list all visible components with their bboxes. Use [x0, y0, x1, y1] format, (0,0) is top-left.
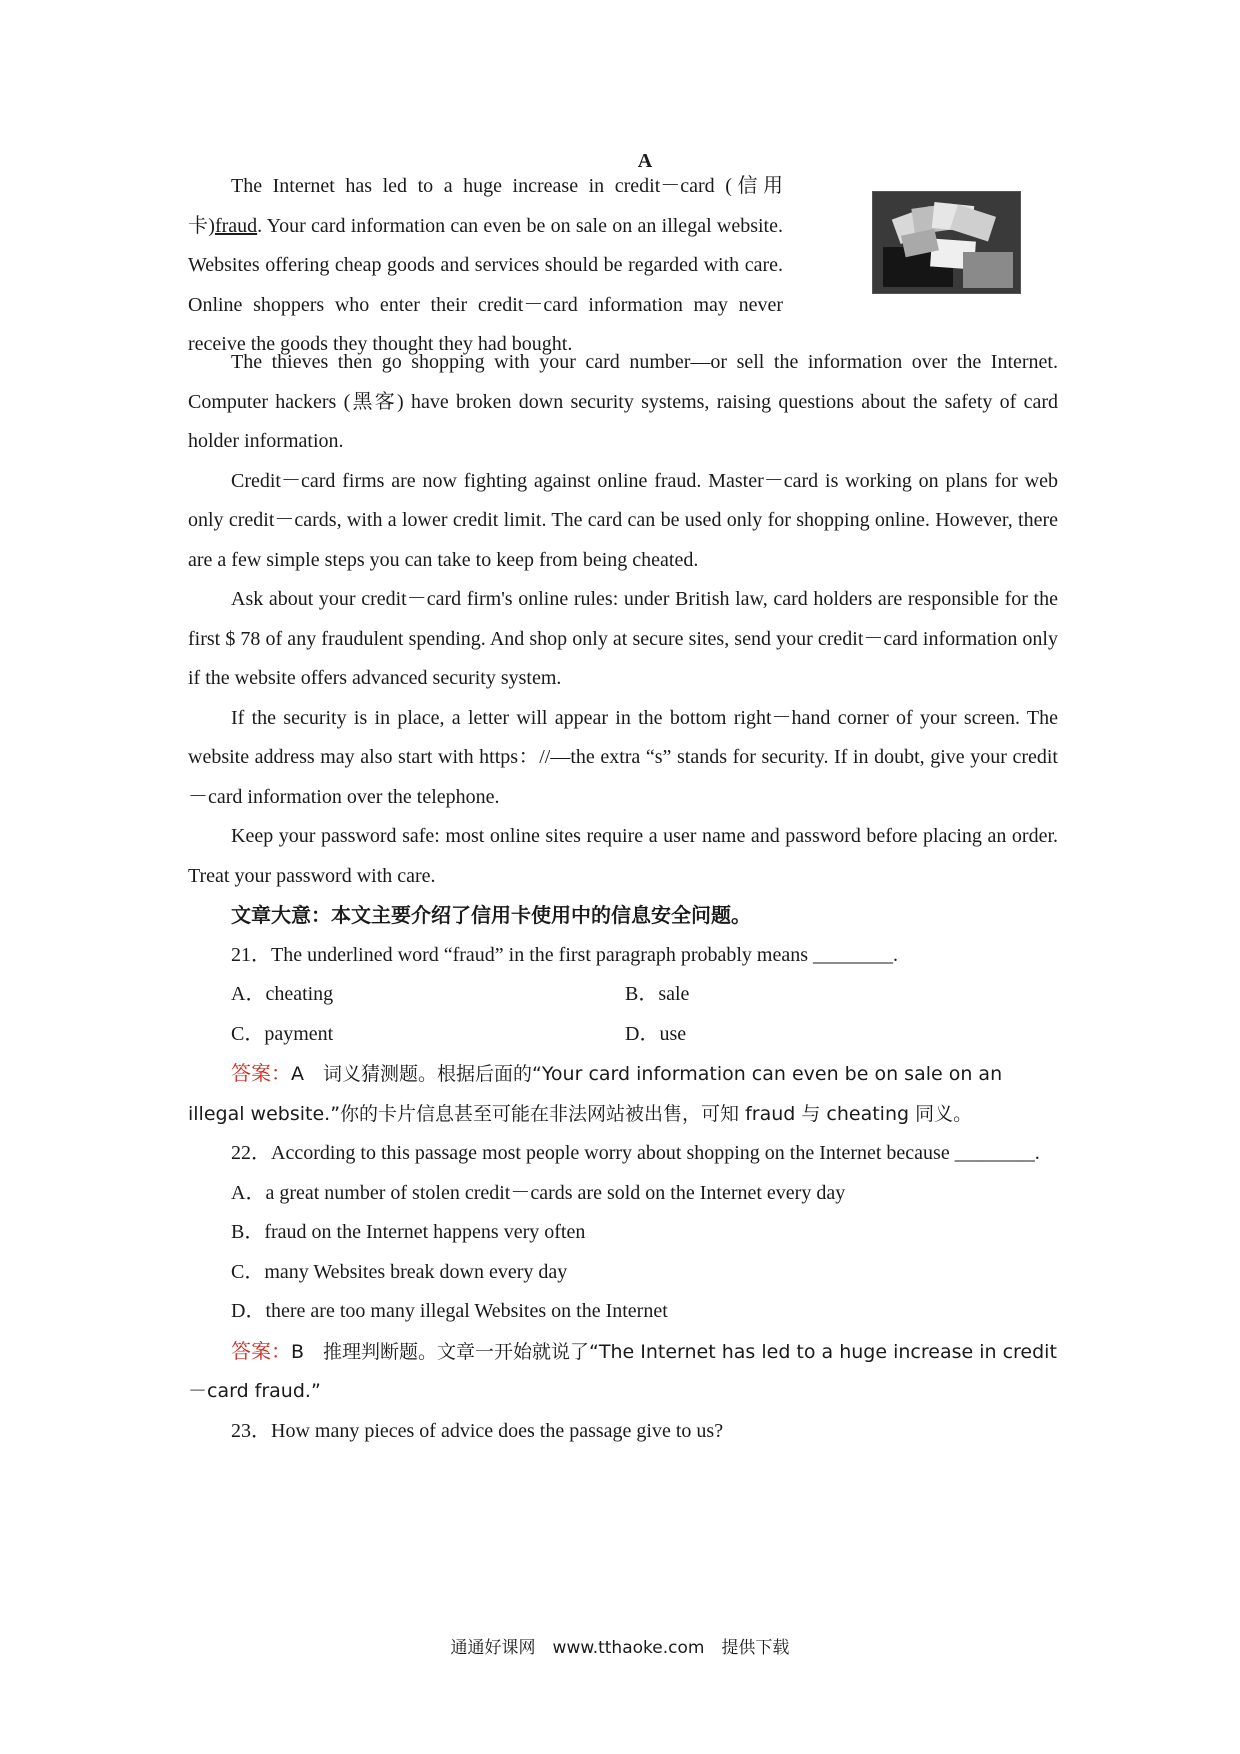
paragraph-6: Keep your password safe: most online sites require a user name and password before placing an order. Treat your password with care. — [188, 825, 1058, 887]
paragraph-1-end: . Your card information can even be on sale on an illegal website. Websites offering cheap goods and services should be regarded with care. Online shoppers who enter their credit－card information may never receive the goods they thought they had bought. — [188, 214, 783, 355]
question-22 — [188, 1134, 1058, 1412]
answer-label: 答案： — [231, 1338, 291, 1363]
page-footer: 通通好课网 www.tthaoke.com 提供下载 — [450, 1638, 790, 1658]
option-a: A．a great number of stolen credit－cards are sold on the Internet every day — [231, 1181, 846, 1204]
section-title: A — [637, 150, 653, 172]
underlined-word-fraud: fraud — [214, 214, 258, 237]
question-23 — [188, 1412, 1058, 1452]
answer-text: B 推理判断题。文章一开始就说了“The Internet has led to a huge increase in credit－card fraud.” — [188, 1340, 1057, 1402]
paragraph-5: If the security is in place, a letter will appear in the bottom right－hand corner of your screen. The website address may also start with https：//—the extra “s” stands for security. If in doubt, give your credit－card information over the telephone. — [188, 706, 1058, 808]
question-21 — [188, 936, 1058, 1135]
answer-explanation — [188, 1054, 1058, 1134]
answer-label: 答案： — [231, 1061, 291, 1085]
question-stem: 23．How many pieces of advice does the passage give to us? — [231, 1419, 724, 1442]
option-d: D．use — [625, 1022, 687, 1045]
answer-text: A 词义猜测题。根据后面的“Your card information can even be on sale on an illegal website.”你的卡片信息甚至可能在非法网站被出售，可知 fraud 与 cheating 同义。 — [188, 1063, 1003, 1125]
option-c: C．many Websites break down every day — [231, 1260, 568, 1283]
paragraph-4: Ask about your credit－card firm's online rules: under British law, card holders are responsible for the first $ 78 of any fraudulent spending. And shop only at secure sites, send your credit－card information only if the website offers advanced security system. — [188, 588, 1058, 689]
option-a: A．cheating — [231, 983, 334, 1005]
paragraph-1 — [188, 167, 783, 365]
option-d: D．there are too many illegal Websites on the Internet — [231, 1300, 668, 1322]
answer-explanation — [188, 1332, 1058, 1412]
option-c: C．payment — [231, 1022, 334, 1045]
option-b: B．sale — [625, 983, 690, 1005]
question-stem: 21．The underlined word “fraud” in the first paragraph probably means ________. — [231, 943, 899, 966]
article-summary: 文章大意：本文主要介绍了信用卡使用中的信息安全问题。 — [231, 903, 751, 927]
paragraph-1-start: The Internet has led to a huge increase in credit－card (信用卡) — [188, 175, 783, 237]
question-stem: 22．According to this passage most people worry about shopping on the Internet because ________. — [231, 1142, 1040, 1164]
passage-continued — [188, 343, 1058, 1451]
passage — [188, 167, 1058, 365]
options — [188, 975, 1058, 1054]
paragraph-3: Credit－card firms are now fighting against online fraud. Master－card is working on plans for web only credit－cards, with a lower credit limit. The card can be used only for shopping online. However, there are a few simple steps you can take to keep from being cheated. — [188, 469, 1058, 571]
option-b: B．fraud on the Internet happens very often — [231, 1221, 586, 1243]
paragraph-2: The thieves then go shopping with your card number—or sell the information over the Internet. Computer hackers (黑客) have broken down security systems, raising questions about the safety of card holder information. — [188, 351, 1058, 452]
